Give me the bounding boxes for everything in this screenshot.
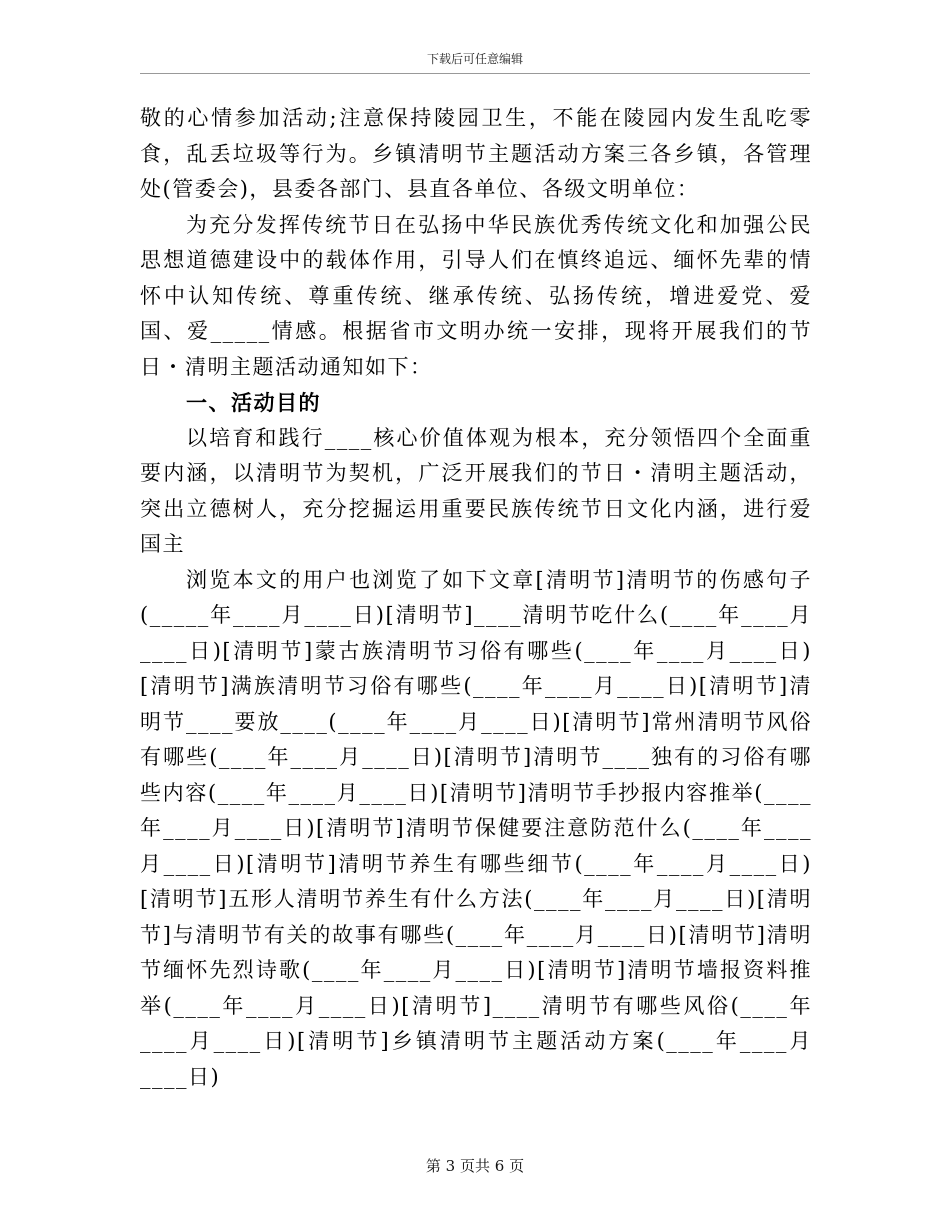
section-heading-1: 一、活动目的 — [186, 390, 321, 415]
paragraph-1: 敬的心情参加活动;注意保持陵园卫生，不能在陵园内发生乱吃零食，乱丢垃圾等行为。乡镇清明节主题活动方案三各乡镇，各管理处(管委会)，县委各部门、县直各单位、各级文明单位： — [140, 106, 812, 201]
document-body — [140, 101, 812, 1095]
related-articles-paragraph: 浏览本文的用户也浏览了如下文章[清明节]清明节的伤感句子(_____年____月____日)[清明节]____清明节吃什么(____年____月____日)[清明节]蒙古族清明节习俗有哪些(____年____月____日)[清明节]满族清明节习俗有哪些(____年____月____日)[清明节]清明节____要放____(____年____月____日)[清明节]常州清明节风俗有哪些(____年____月____日)[清明节]清明节____独有的习俗有哪些内容(____年____月____日)[清明节]清明节手抄报内容推举(____年____月____日)[清明节]清明节保健要注意防范什么(____年____月____日)[清明节]清明节养生有哪些细节(____年____月____日)[清明节]五形人清明节养生有什么方法(____年____月____日)[清明节]与清明节有关的故事有哪些(____年____月____日)[清明节]清明节缅怀先烈诗歌(____年____月____日)[清明节]清明节墙报资料推举(____年____月____日)[清明节]____清明节有哪些风俗(____年____月____日)[清明节]乡镇清明节主题活动方案(____年____月____日) — [140, 567, 812, 1089]
paragraph-3: 以培育和践行____核心价值体观为根本，充分领悟四个全面重要内涵，以清明节为契机，广泛开展我们的节日・清明主题活动，突出立德树人，充分挖掘运用重要民族传统节日文化内涵，进行爱国主 — [140, 425, 812, 556]
header-divider — [140, 73, 810, 74]
paragraph-2: 为充分发挥传统节日在弘扬中华民族优秀传统文化和加强公民思想道德建设中的载体作用，引导人们在慎终追远、缅怀先辈的情怀中认知传统、尊重传统、继承传统、弘扬传统，增进爱党、爱国、爱_____情感。根据省市文明办统一安排，现将开展我们的节日・清明主题活动通知如下： — [140, 212, 812, 379]
page-footer: 第 3 页共 6 页 — [425, 1157, 525, 1175]
page-header: 下载后可任意编辑 — [426, 52, 523, 66]
